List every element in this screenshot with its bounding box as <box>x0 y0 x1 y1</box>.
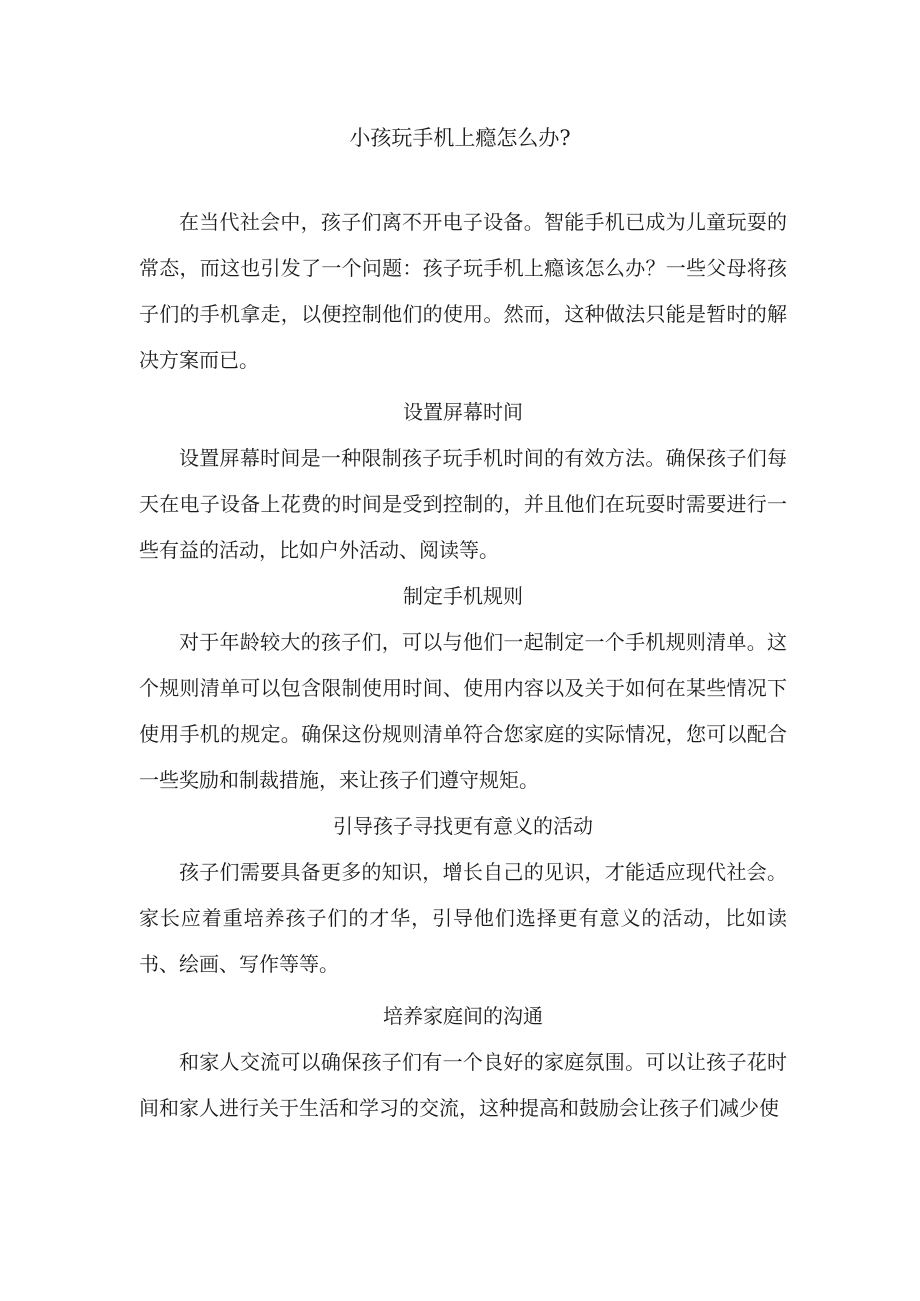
section-body-meaningful-activities: 孩子们需要具备更多的知识，增长自己的见识，才能适应现代社会。家长应着重培养孩子们的才华，引导他们选择更有意义的活动，比如读书、绘画、写作等等。 <box>139 860 787 976</box>
document-title: 小孩玩手机上瘾怎么办? <box>349 126 571 150</box>
section-heading-phone-rules: 制定手机规则 <box>403 584 523 608</box>
section-heading-screen-time: 设置屏幕时间 <box>403 400 523 424</box>
section-body-family-communication: 和家人交流可以确保孩子们有一个良好的家庭氛围。可以让孩子花时间和家人进行关于生活和学习的交流，这种提高和鼓励会让孩子们减少使 <box>139 1050 787 1120</box>
section-heading-family-communication: 培养家庭间的沟通 <box>383 1004 543 1028</box>
document-body <box>139 199 787 1131</box>
intro-paragraph: 在当代社会中，孩子们离不开电子设备。智能手机已成为儿童玩耍的常态，而这也引发了一个问题：孩子玩手机上瘾该怎么办？一些父母将孩子们的手机拿走，以便控制他们的使用。然而，这种做法只能是暂时的解决方案而已。 <box>139 210 787 372</box>
section-body-phone-rules: 对于年龄较大的孩子们，可以与他们一起制定一个手机规则清单。这个规则清单可以包含限制使用时间、使用内容以及关于如何在某些情况下使用手机的规定。确保这份规则清单符合您家庭的实际情况，您可以配合一些奖励和制裁措施，来让孩子们遵守规矩。 <box>139 630 787 792</box>
section-body-screen-time: 设置屏幕时间是一种限制孩子玩手机时间的有效方法。确保孩子们每天在电子设备上花费的时间是受到控制的，并且他们在玩耍时需要进行一些有益的活动，比如户外活动、阅读等。 <box>139 446 787 562</box>
section-heading-meaningful-activities: 引导孩子寻找更有意义的活动 <box>333 814 593 838</box>
